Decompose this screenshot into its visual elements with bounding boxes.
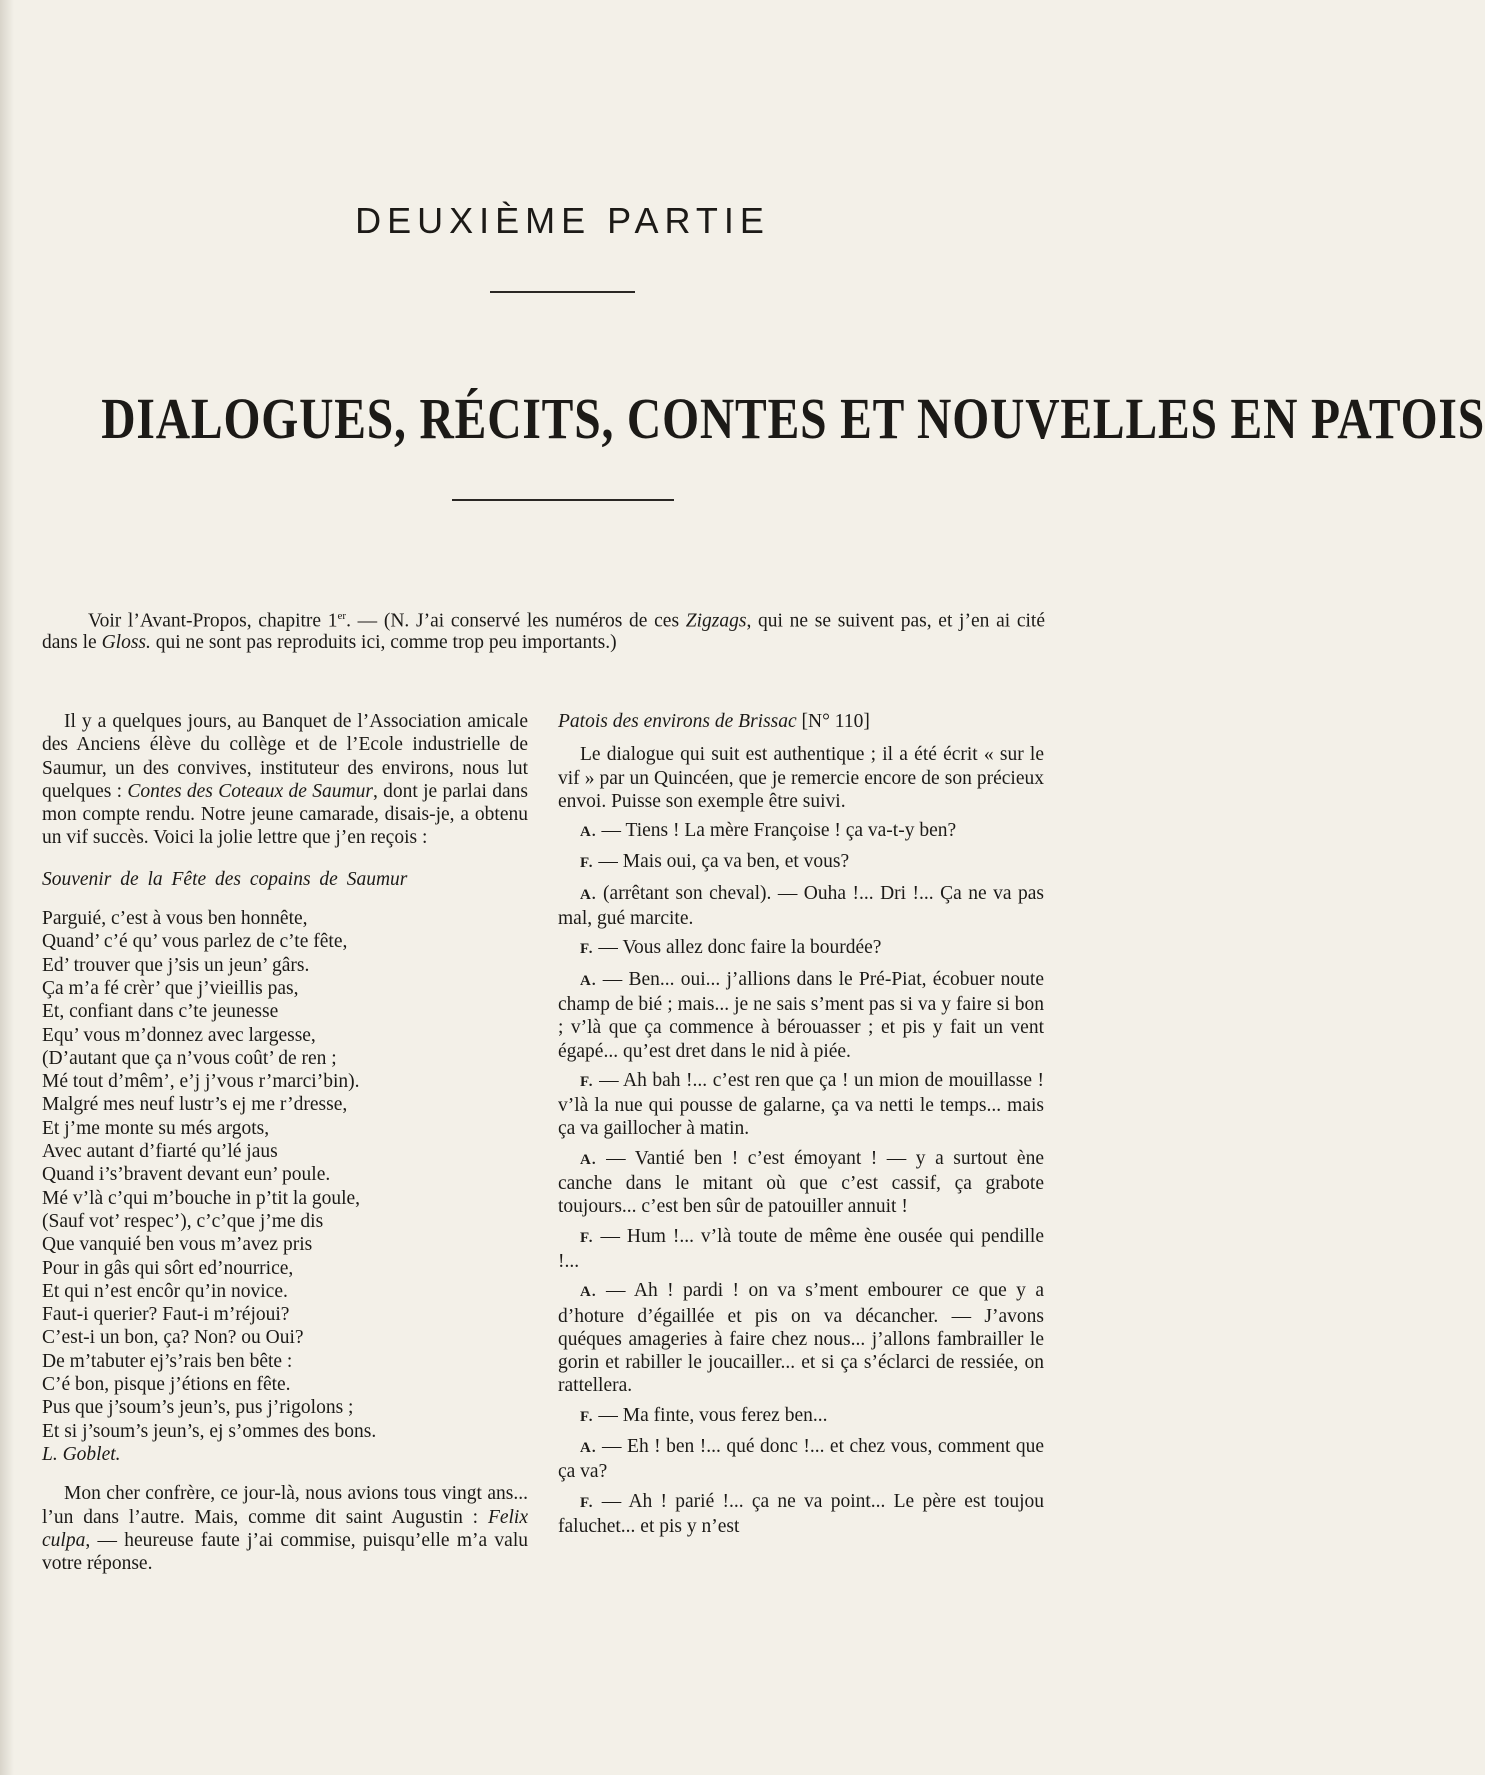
poem-line: Parguié, c’est à vous ben honnête, <box>42 908 308 930</box>
poem-line: Pour in gâs qui sôrt ed’nourrice, <box>42 1257 294 1279</box>
dialogue-line <box>558 1404 1044 1429</box>
poem-line: Pus que j’soum’s jeun’s, pus j’rigolons ; <box>42 1397 354 1419</box>
intro-text: . — (N. J’ai conservé les numéros de ces <box>346 610 686 631</box>
main-title: DIALOGUES, RÉCITS, CONTES ET NOUVELLES EN PATOIS <box>101 386 1485 451</box>
dialogue-text: — Ah ! pardi ! on va s’ment embourer ce que y a d’hoture d’égaillée et pis on va décancher. — J’avons quéques amageries à faire chez nous... j’allons fambrailler le gorin et rabiller le joucailler... et si ça s’éclarci de ressiée, on rattellera. <box>558 1280 1044 1397</box>
dialogue-line <box>558 882 1044 931</box>
part-title: DEUXIÈME PARTIE <box>355 200 770 241</box>
intro-note <box>42 605 1045 655</box>
speaker-label: F. <box>580 941 594 958</box>
intro-italic: Zigzags <box>685 610 747 631</box>
signature: L. Goblet. <box>42 1443 121 1465</box>
speaker-label: A. <box>580 1284 597 1301</box>
poem-line: Et j’me monte su més argots, <box>42 1117 270 1139</box>
dialogue-line <box>558 1435 1044 1484</box>
poem-line: Malgré mes neuf lustr’s ej me r’dresse, <box>42 1094 348 1116</box>
poem-line: De m’tabuter ej’s’rais ben bête : <box>42 1350 293 1372</box>
poem-line: Equ’ vous m’donnez avec largesse, <box>42 1024 316 1046</box>
dialogue-text: — Vous allez donc faire la bourdée? <box>593 937 882 959</box>
poem-line: (D’autant que ça n’vous coût’ de ren ; <box>42 1047 337 1069</box>
speaker-label: F. <box>580 1229 594 1246</box>
italic-title: Contes des Coteaux de Saumur <box>127 780 373 802</box>
dialogue-text: — Eh ! ben !... qué donc !... et chez vous, comment que ça va? <box>558 1436 1044 1483</box>
heading-italic: Patois des environs de Brissac <box>558 711 797 732</box>
left-paragraph <box>42 1482 528 1575</box>
speaker-label: F. <box>580 1073 594 1090</box>
speaker-label: A. <box>580 824 597 841</box>
rule-title <box>452 499 674 501</box>
dialogue <box>558 819 1044 1538</box>
speaker-label: F. <box>580 1408 594 1425</box>
dialogue-text: — Vantié ben ! c’est émoyant ! — y a surtout ène canche dans le mitant où que c’est cassif, ça grabote toujours... c’est ben sûr de patouiller annuit ! <box>558 1147 1044 1218</box>
poem-line: Et qui n’est encôr qu’in novice. <box>42 1280 288 1302</box>
poem-line: Quand’ c’é qu’ vous parlez de c’te fête, <box>42 931 348 953</box>
poem-line: Quand i’s’bravent devant eun’ poule. <box>42 1164 331 1186</box>
left-column <box>42 710 528 1575</box>
dialogue-line <box>558 1225 1044 1274</box>
poem-line: Faut-i querier? Faut-i m’réjoui? <box>42 1304 290 1326</box>
dialogue-text: — Ah bah !... c’est ren que ça ! un mion de mouillasse ! v’là la nue qui pousse de galarne, ça va netti le temps... mais ça va gaillocher à matin. <box>558 1069 1044 1140</box>
text-span: Il y a quelques jours, au Banquet de l’Association amicale des Anciens élève du collège et de l’Ecole industrielle de Saumur, un des convives, instituteur des environs, nous lut quelques : <box>42 711 528 802</box>
dialogue-line <box>558 819 1044 844</box>
poem-line: C’est-i un bon, ça? Non? ou Oui? <box>42 1327 304 1349</box>
right-column <box>558 710 1044 1538</box>
dialogue-line <box>558 1069 1044 1141</box>
intro-italic: Gloss. <box>101 632 151 653</box>
poem-line: Et si j’soum’s jeun’s, ej s’ommes des bons. <box>42 1420 377 1442</box>
text-span: , — heureuse faute j’ai commise, puisqu’elle m’a valu votre réponse. <box>42 1529 528 1575</box>
intro-sup: er <box>337 609 347 622</box>
speaker-label: A. <box>580 972 597 989</box>
intro-text: qui ne sont pas reproduits ici, comme trop peu importants.) <box>150 632 617 653</box>
dialogue-intro: Le dialogue qui suit est authentique ; il a été écrit « sur le vif » par un Quincéen, que je remercie encore de son précieux envoi. Puisse son exemple être suivi. <box>558 744 1044 812</box>
speaker-label: F. <box>580 855 594 872</box>
dialogue-heading <box>558 710 1044 733</box>
dialogue-line <box>558 968 1044 1063</box>
poem-line: Avec autant d’fiarté qu’lé jaus <box>42 1141 278 1163</box>
dialogue-text: — Ah ! parié !... ça ne va point... Le père est toujou faluchet... et pis y n’est <box>558 1490 1044 1537</box>
text-span: , dont je parlai dans mon compte rendu. Notre jeune camarade, disais-je, a obtenu un vif succès. Voici la jolie lettre que j’en reçois : <box>42 780 528 849</box>
dialogue-text: — Ma finte, vous ferez ben... <box>593 1404 828 1426</box>
intro-text: Voir l’Avant-Propos, chapitre 1 <box>88 610 338 631</box>
dialogue-text: — Tiens ! La mère Françoise ! ça va-t-y ben? <box>596 820 957 842</box>
rule-short <box>490 291 635 293</box>
text-span: Mon cher confrère, ce jour-là, nous avions tous vingt ans... l’un dans l’autre. Mais, comme dit saint Augustin : <box>42 1483 528 1528</box>
poem-line: Mé v’là c’qui m’bouche in p’tit la goule, <box>42 1187 361 1209</box>
poem-line: C’é bon, pisque j’étions en fête. <box>42 1374 291 1396</box>
poem <box>42 907 528 1443</box>
dialogue-line <box>558 850 1044 875</box>
left-paragraph <box>42 710 528 850</box>
dialogue-line <box>558 1147 1044 1219</box>
dialogue-text: (arrêtant son cheval). — Ouha !... Dri !... Ça ne va pas mal, gué marcite. <box>558 882 1044 930</box>
dialogue-text: — Mais oui, ça va ben, et vous? <box>593 851 850 873</box>
heading-ref: [N° 110] <box>801 711 870 732</box>
speaker-label: A. <box>580 886 597 903</box>
dialogue-line <box>558 936 1044 961</box>
poem-line: Et, confiant dans c’te jeunesse <box>42 1001 279 1023</box>
dialogue-text: — Hum !... v’là toute de même ène ousée qui pendille !... <box>558 1225 1044 1272</box>
poem-line: Que vanquié ben vous m’avez pris <box>42 1234 313 1256</box>
poem-line: (Sauf vot’ respec’), c’c’que j’me dis <box>42 1210 324 1232</box>
dialogue-text: — Ben... oui... j’allions dans le Pré-Piat, écobuer noute champ de bié ; mais... je ne sais s’ment pas si va y faire si bon ; v’là que ça commence à bérouasser ; et pis y fait un vent égapé... qu’est dret dans le nid à piée. <box>558 968 1044 1062</box>
poem-line: Mé tout d’mêm’, e’j j’vous r’marci’bin). <box>42 1071 360 1093</box>
speaker-label: F. <box>580 1494 594 1511</box>
speaker-label: A. <box>580 1151 597 1168</box>
intro-text: , qui ne se suivent pas, et j’en ai cité dans le <box>42 610 1045 653</box>
page-edge-shadow <box>0 0 14 1775</box>
poem-line: Ed’ trouver que j’sis un jeun’ gârs. <box>42 954 310 976</box>
dialogue-line <box>558 1490 1044 1539</box>
poem-heading: Souvenir de la Fête des copains de Saumur <box>42 868 408 890</box>
speaker-label: A. <box>580 1440 597 1457</box>
italic-phrase: Felix culpa <box>42 1506 528 1551</box>
poem-line: Ça m’a fé crèr’ que j’vieillis pas, <box>42 977 299 999</box>
dialogue-line <box>558 1279 1044 1397</box>
